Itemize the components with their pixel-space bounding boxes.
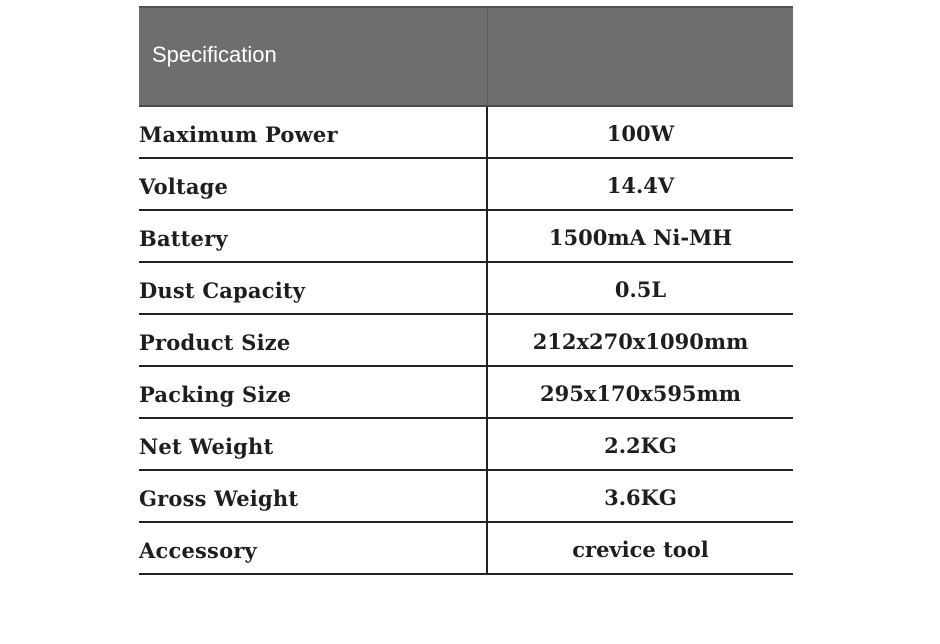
row-label: Maximum Power — [139, 107, 488, 157]
row-label: Accessory — [139, 523, 488, 573]
row-label: Packing Size — [139, 367, 488, 417]
row-value: 212x270x1090mm — [532, 328, 749, 354]
table-row-accessory — [139, 523, 793, 575]
row-value: 2.2KG — [604, 432, 677, 458]
table-row-net-weight — [139, 419, 793, 471]
row-value: 100W — [606, 120, 675, 146]
table-row-voltage — [139, 159, 793, 211]
row-value: 295x170x595mm — [540, 380, 741, 406]
row-value: 0.5L — [614, 276, 667, 302]
row-value: 1500mA Ni-MH — [548, 224, 733, 250]
row-label: Dust Capacity — [139, 263, 488, 313]
table-row-gross-weight — [139, 471, 793, 523]
table-row-battery — [139, 211, 793, 263]
table-header — [139, 6, 793, 107]
row-value: 14.4V — [606, 172, 675, 198]
row-value: 3.6KG — [604, 484, 677, 510]
row-label: Net Weight — [139, 419, 488, 469]
table-row-dust-capacity — [139, 263, 793, 315]
table-row-product-size — [139, 315, 793, 367]
table-row-packing-size — [139, 367, 793, 419]
table-header-empty-cell — [488, 8, 793, 105]
row-label: Product Size — [139, 315, 488, 365]
table-row-maximum-power — [139, 107, 793, 159]
row-label: Battery — [139, 211, 488, 261]
row-label: Gross Weight — [139, 471, 488, 521]
table-title: Specification — [139, 8, 488, 105]
row-label: Voltage — [139, 159, 488, 209]
row-value: crevice tool — [572, 536, 709, 562]
spec-table — [139, 6, 793, 575]
